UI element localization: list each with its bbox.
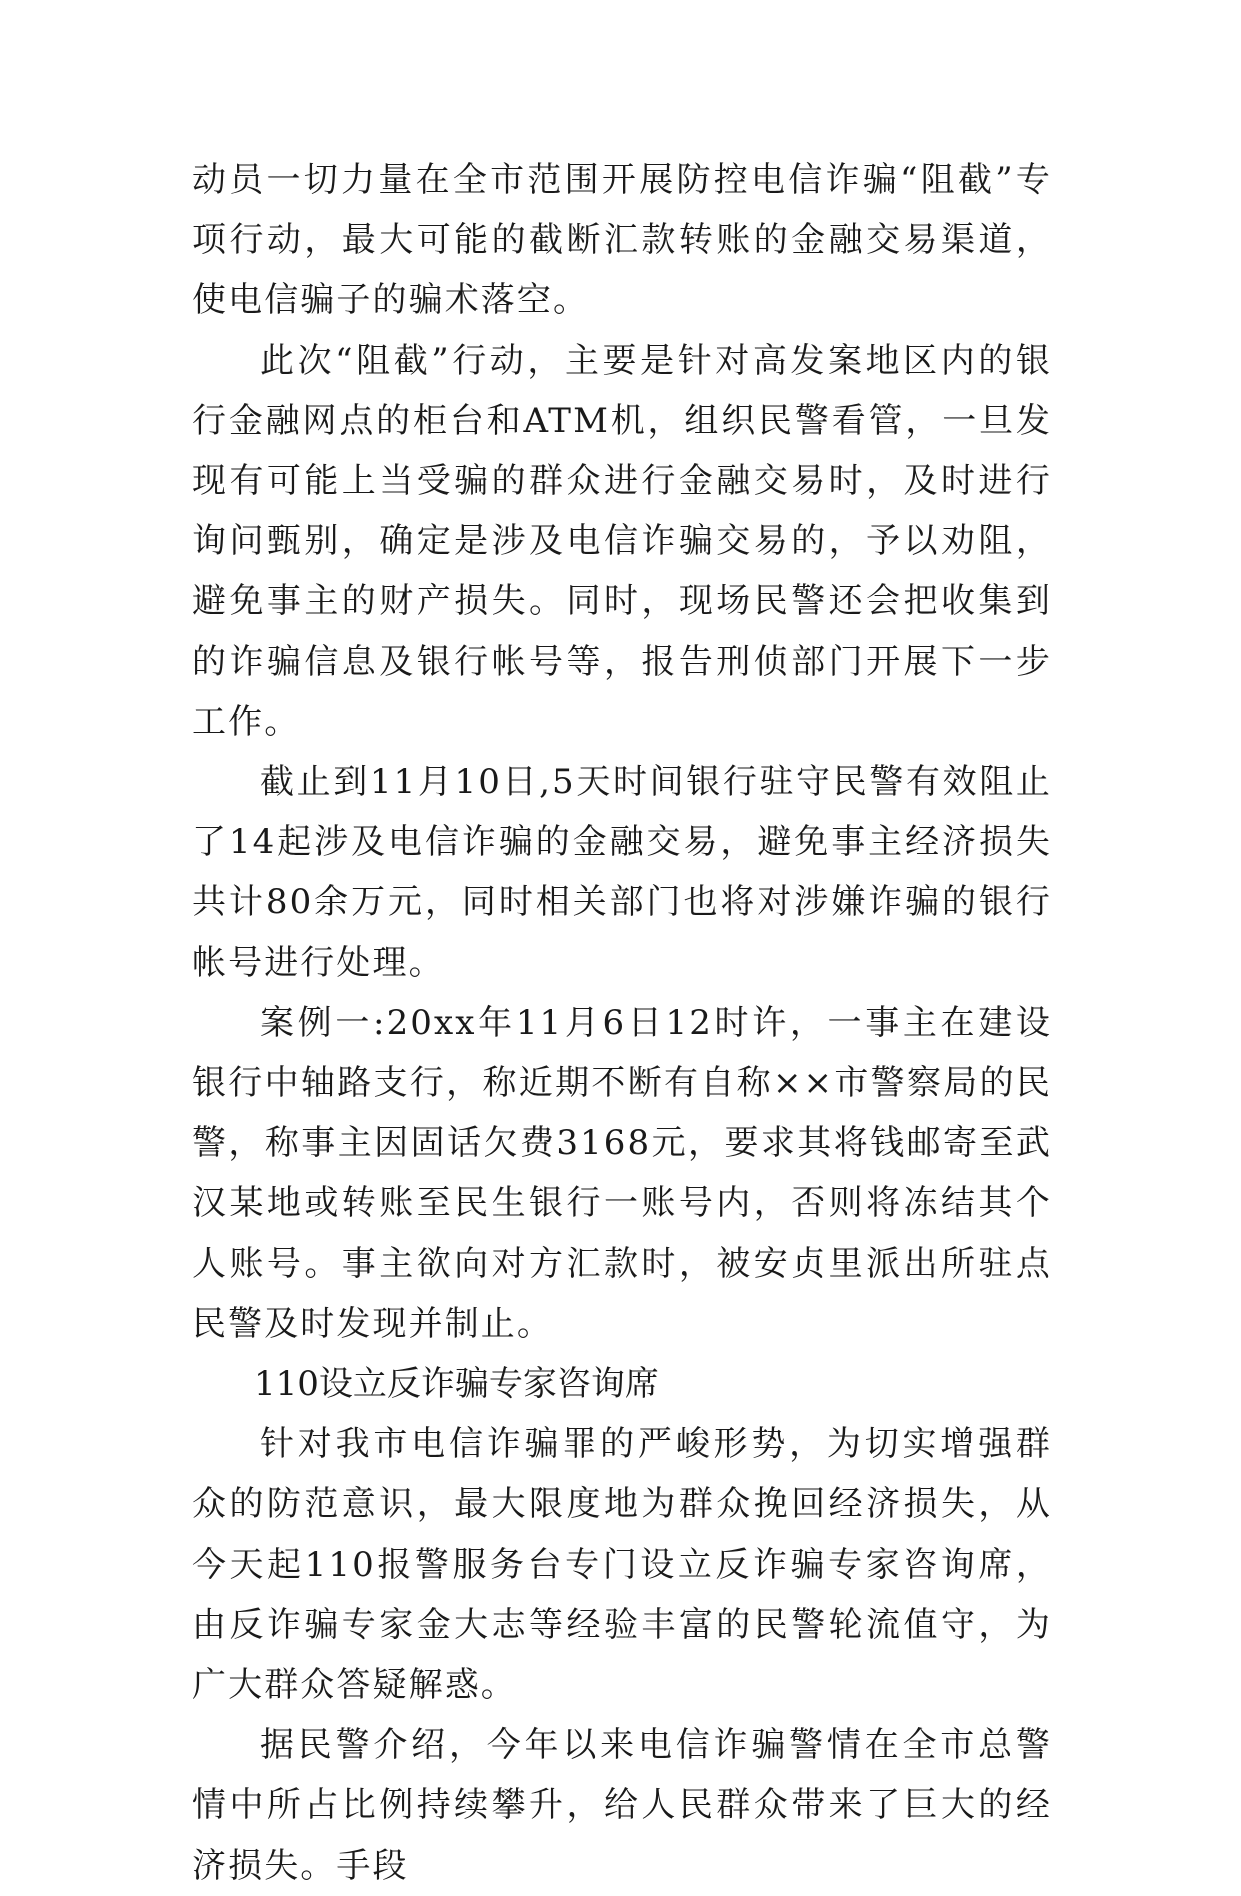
paragraph-interception-operation: 此次“阻截”行动，主要是针对高发案地区内的银行金融网点的柜台和ATM机，组织民警看管，一旦发现有可能上当受骗的群众进行金融交易时，及时进行询问甄别，确定是涉及电信诈骗交易的，予以劝阻，避免事主的财产损失。同时，现场民警还会把收集到的诈骗信息及银行帐号等，报告刑侦部门开展下一步工作。 xyxy=(192,340,1052,742)
section-heading: 110设立反诈骗专家咨询席 xyxy=(254,1364,659,1405)
paragraph-case-one: 案例一:20xx年11月6日12时许，一事主在建设银行中轴路支行，称近期不断有自称××市警察局的民警，称事主因固话欠费3168元，要求其将钱邮寄至武汉某地或转账至民生银行一账号内，否则将冻结其个人账号。事主欲向对方汇款时，被安贞里派出所驻点民警及时发现并制止。 xyxy=(192,1002,1052,1344)
paragraph-continuation: 动员一切力量在全市范围开展防控电信诈骗“阻截”专项行动，最大可能的截断汇款转账的金融交易渠道，使电信骗子的骗术落空。 xyxy=(192,160,1052,321)
paragraph-expert-desk: 针对我市电信诈骗罪的严峻形势，为切实增强群众的防范意识，最大限度地为群众挽回经济损失，从今天起110报警服务台专门设立反诈骗专家咨询席，由反诈骗专家金大志等经验丰富的民警轮流值守，为广大群众答疑解惑。 xyxy=(192,1424,1052,1706)
paragraph-results: 截止到11月10日,5天时间银行驻守民警有效阻止了14起涉及电信诈骗的金融交易，避免事主经济损失共计80余万元，同时相关部门也将对涉嫌诈骗的银行帐号进行处理。 xyxy=(192,762,1052,983)
paragraph-police-introduction: 据民警介绍，今年以来电信诈骗警情在全市总警情中所占比例持续攀升，给人民群众带来了巨大的经济损失。手段 xyxy=(192,1725,1052,1886)
document-body xyxy=(192,150,1052,1896)
